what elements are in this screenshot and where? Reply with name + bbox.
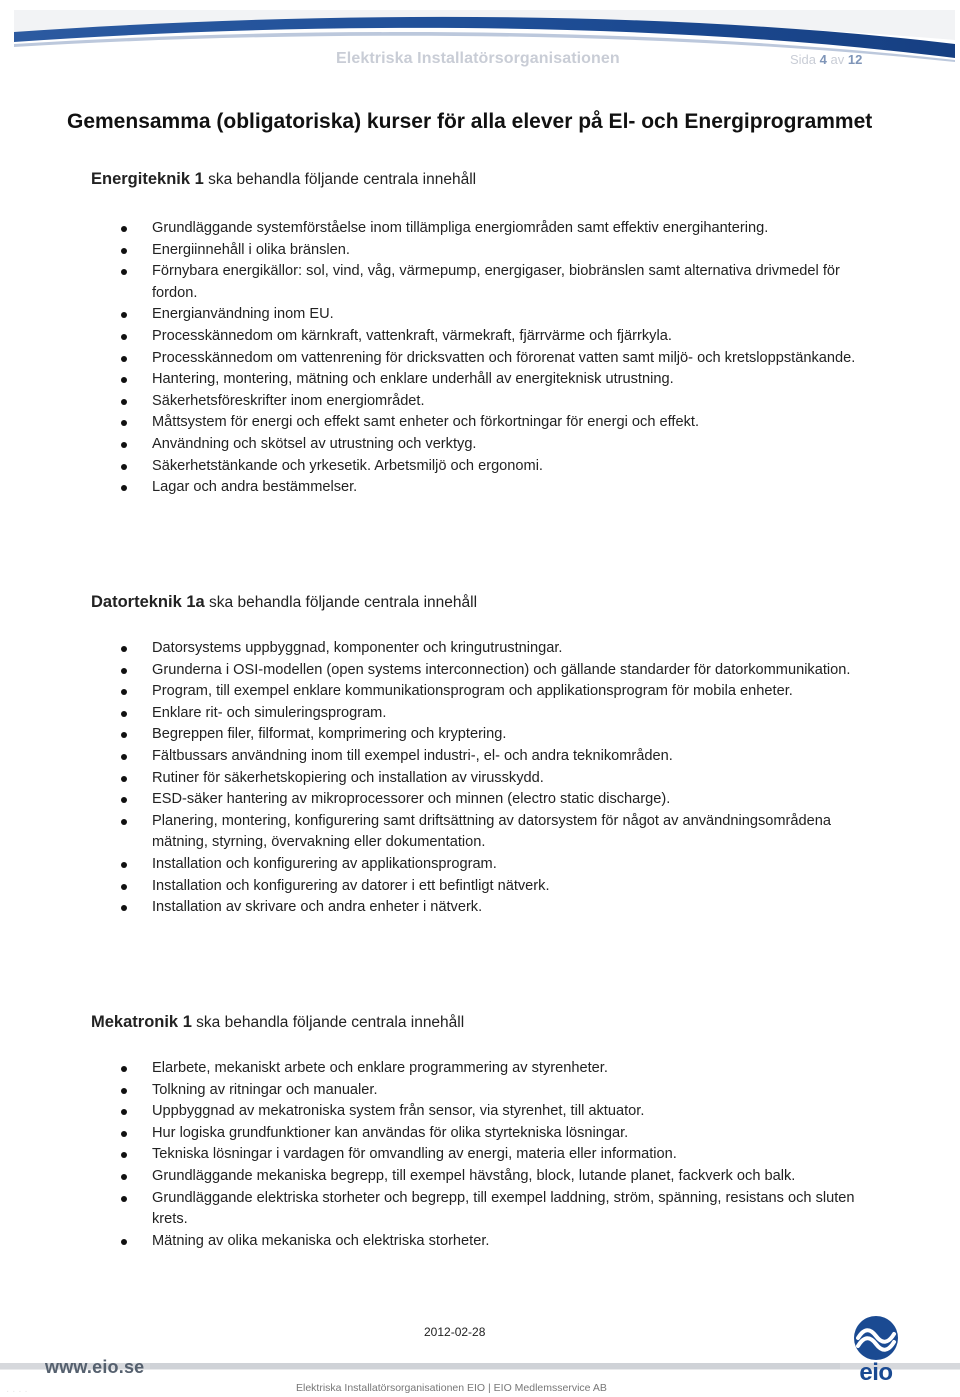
list-item <box>91 746 871 768</box>
list-item <box>91 391 871 413</box>
list-item <box>91 1166 871 1188</box>
list-item <box>91 218 871 240</box>
header-org-name: Elektriska Installatörsorganisationen <box>336 50 620 67</box>
section-datorteknik <box>91 593 871 919</box>
section-mekatronik <box>91 1013 871 1252</box>
list-item-text: Elarbete, mekaniskt arbete och enklare programmering av styrenheter. <box>152 1060 608 1076</box>
list-item-text: Installation och konfigurering av datorer i ett befintligt nätverk. <box>152 877 550 894</box>
bullet-icon <box>121 1239 127 1245</box>
course-name: Datorteknik 1a <box>91 593 205 611</box>
content-list <box>91 1058 871 1252</box>
bullet-icon <box>121 442 127 448</box>
page-total: 12 <box>847 52 863 67</box>
bullet-icon <box>121 464 127 470</box>
list-item <box>91 348 871 370</box>
list-item-text: Fältbussars användning inom till exempel industri-, el- och andra teknikområden. <box>152 747 673 764</box>
list-item-text: Installation av skrivare och andra enheter i nätverk. <box>152 899 483 916</box>
bullet-icon <box>121 646 127 652</box>
bullet-icon <box>121 754 127 760</box>
list-item-text: Förnybara energikällor: sol, vind, våg, värmepump, energigaser, biobränslen samt alternativa drivmedel för fordon. <box>152 263 840 301</box>
list-item <box>91 638 871 660</box>
list-item-text: Datorsystems uppbyggnad, komponenter och kringutrustningar. <box>152 640 563 656</box>
list-item <box>91 412 871 434</box>
list-item <box>91 897 871 919</box>
section-heading <box>91 593 871 612</box>
list-item <box>91 724 871 746</box>
bullet-icon <box>121 485 127 491</box>
list-item <box>91 434 871 456</box>
list-item-text: Mätning av olika mekaniska och elektriska storheter. <box>152 1232 490 1249</box>
eio-logo-text: eio <box>859 1359 893 1386</box>
section-heading <box>91 170 871 189</box>
list-item-text: Energianvändning inom EU. <box>152 306 334 323</box>
footer-date: 2012-02-28 <box>424 1325 486 1339</box>
list-item-text: Processkännedom om kärnkraft, vattenkraft, värmekraft, fjärrvärme och fjärrkyla. <box>152 327 672 344</box>
bullet-icon <box>121 377 127 383</box>
bullet-icon <box>121 1109 127 1115</box>
bullet-icon <box>121 689 127 695</box>
list-item <box>91 240 871 262</box>
list-item-text: ESD-säker hantering av mikroprocessorer och minnen (electro static discharge). <box>152 791 671 808</box>
bullet-icon <box>121 356 127 362</box>
footer-website-link[interactable]: www.eio.se <box>45 1357 145 1377</box>
list-item-text: Program, till exempel enklare kommunikationsprogram och applikationsprogram för mobila enheter. <box>152 683 793 700</box>
list-item <box>91 1144 871 1166</box>
list-item <box>91 1058 871 1080</box>
course-suffix: ska behandla följande centrala innehåll <box>203 171 477 188</box>
page-title: Gemensamma (obligatoriska) kurser för alla elever på El- och Energiprogrammet <box>67 110 873 133</box>
bullet-icon <box>121 334 127 340</box>
list-item <box>91 1080 871 1102</box>
bullet-icon <box>121 226 127 232</box>
bullet-icon <box>121 905 127 911</box>
list-item-text: Planering, montering, konfigurering samt driftsättning av datorsystem för något av användningsområdena mätning, styrning, övervakning eller dokumentation. <box>152 812 831 851</box>
page-indicator <box>790 52 862 67</box>
section-energiteknik <box>91 170 871 499</box>
list-item <box>91 261 871 304</box>
bullet-icon <box>121 312 127 318</box>
bullet-icon <box>121 248 127 254</box>
list-item <box>91 703 871 725</box>
content-list <box>91 638 871 919</box>
list-item <box>91 789 871 811</box>
list-item <box>91 768 871 790</box>
list-item-text: Begreppen filer, filformat, komprimering och kryptering. <box>152 726 507 743</box>
list-item-text: Hur logiska grundfunktioner kan användas för olika styrtekniska lösningar. <box>152 1124 629 1141</box>
bullet-icon <box>121 399 127 405</box>
list-item <box>91 1188 871 1231</box>
list-item-text: Rutiner för säkerhetskopiering och installation av virusskydd. <box>152 769 544 786</box>
bullet-icon <box>121 1066 127 1072</box>
content-list <box>91 218 871 499</box>
list-item-text: Installation och konfigurering av applikationsprogram. <box>152 855 497 872</box>
list-item-text: Lagar och andra bestämmelser. <box>152 479 358 496</box>
page-current: 4 <box>819 52 827 67</box>
list-item-text: Säkerhetsföreskrifter inom energiområdet. <box>152 392 425 409</box>
list-item <box>91 811 871 854</box>
section-heading <box>91 1013 871 1032</box>
page-sep: av <box>830 52 845 67</box>
footer-faint-text: · · · · <box>6 1386 28 1397</box>
course-name: Mekatronik 1 <box>91 1013 192 1031</box>
list-item <box>91 660 871 682</box>
list-item-text: Grundläggande systemförståelse inom tillämpliga energiområden samt effektiv energihantering. <box>152 220 769 236</box>
list-item <box>91 876 871 898</box>
bullet-icon <box>121 1131 127 1137</box>
list-item-text: Måttsystem för energi och effekt samt enheter och förkortningar för energi och effekt. <box>152 414 700 431</box>
list-item <box>91 1123 871 1145</box>
bullet-icon <box>121 776 127 782</box>
list-item-text: Uppbyggnad av mekatroniska system från sensor, via styrenhet, till aktuator. <box>152 1103 645 1120</box>
list-item <box>91 1231 871 1253</box>
list-item <box>91 326 871 348</box>
list-item-text: Hantering, montering, mätning och enklare underhåll av energiteknisk utrustning. <box>152 371 674 388</box>
list-item <box>91 477 871 499</box>
list-item-text: Enklare rit- och simuleringsprogram. <box>152 704 387 721</box>
list-item-text: Säkerhetstänkande och yrkesetik. Arbetsmiljö och ergonomi. <box>152 457 543 474</box>
bullet-icon <box>121 884 127 890</box>
list-item <box>91 456 871 478</box>
bullet-icon <box>121 1196 127 1202</box>
bullet-icon <box>121 1088 127 1094</box>
bullet-icon <box>121 797 127 803</box>
bullet-icon <box>121 668 127 674</box>
list-item-text: Grundläggande mekaniska begrepp, till exempel hävstång, block, lutande planet, fackverk och balk. <box>152 1167 796 1184</box>
list-item <box>91 854 871 876</box>
list-item <box>91 304 871 326</box>
bullet-icon <box>121 732 127 738</box>
course-name: Energiteknik 1 <box>91 170 204 188</box>
bullet-icon <box>121 711 127 717</box>
course-suffix: ska behandla följande centrala innehåll <box>191 1014 465 1031</box>
list-item-text: Tolkning av ritningar och manualer. <box>152 1081 378 1098</box>
list-item <box>91 681 871 703</box>
list-item-text: Grundläggande elektriska storheter och begrepp, till exempel laddning, ström, spänning, resistans och sluten krets. <box>152 1189 855 1228</box>
list-item <box>91 369 871 391</box>
bullet-icon <box>121 819 127 825</box>
course-suffix: ska behandla följande centrala innehåll <box>204 594 478 611</box>
list-item-text: Användning och skötsel av utrustning och verktyg. <box>152 435 477 452</box>
footer-tagline: Elektriska Installatörsorganisationen EIO | EIO Medlemsservice AB <box>296 1382 607 1394</box>
list-item-text: Tekniska lösningar i vardagen för omvandling av energi, materia eller information. <box>152 1146 677 1163</box>
page-prefix: Sida <box>790 52 817 67</box>
bullet-icon <box>121 420 127 426</box>
list-item-text: Energiinnehåll i olika bränslen. <box>152 241 350 258</box>
bullet-icon <box>121 1152 127 1158</box>
list-item-text: Processkännedom om vattenrening för dricksvatten och förorenat vatten samt miljö- och kretsloppstänkande. <box>152 349 856 366</box>
list-item <box>91 1101 871 1123</box>
bullet-icon <box>121 269 127 275</box>
bullet-icon <box>121 1174 127 1180</box>
bullet-icon <box>121 862 127 868</box>
list-item-text: Grunderna i OSI-modellen (open systems interconnection) och gällande standarder för datorkommunikation. <box>152 661 851 678</box>
